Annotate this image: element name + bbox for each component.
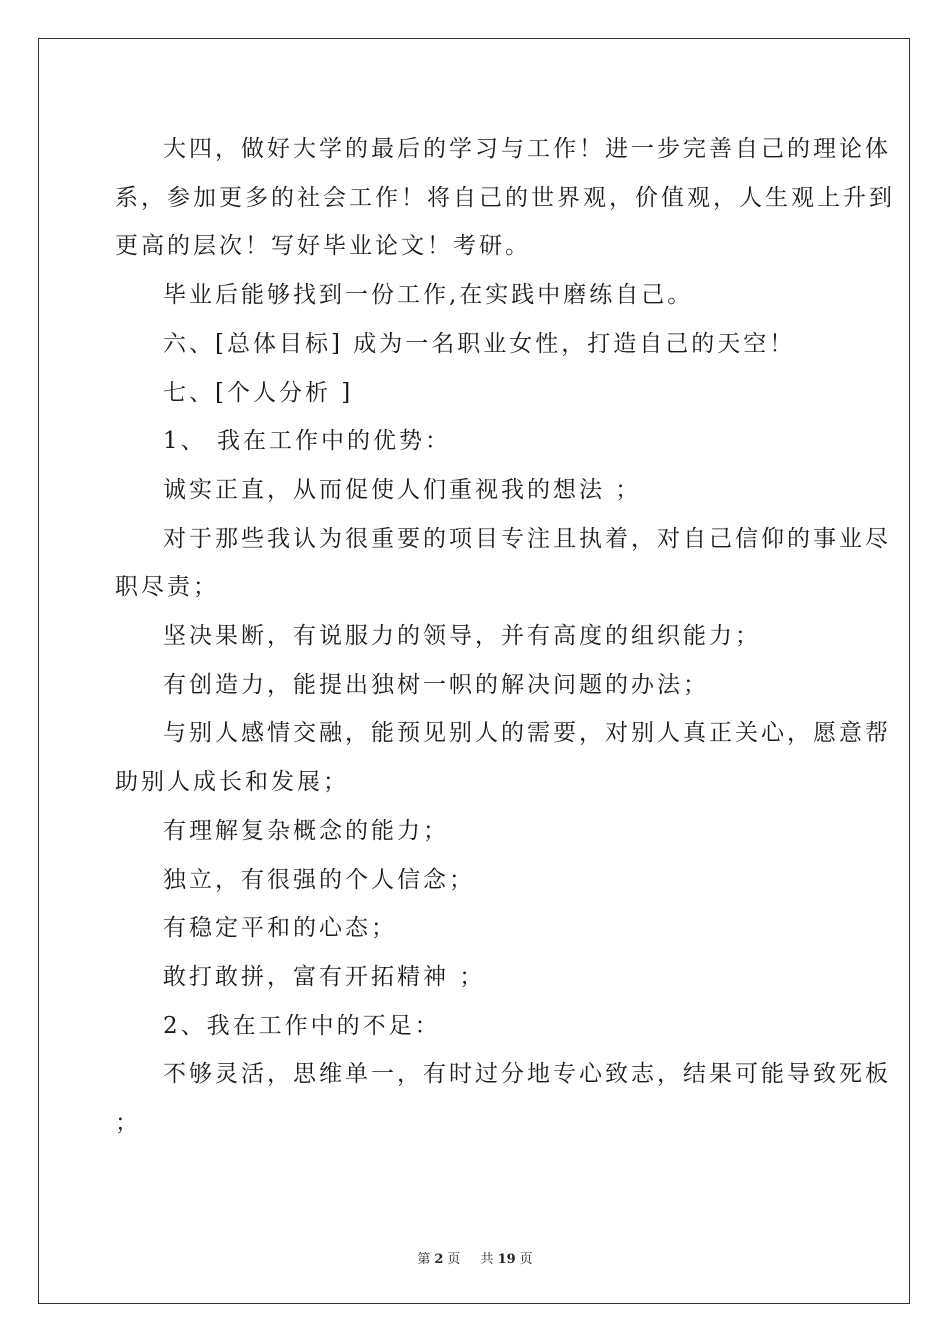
paragraph-line: 坚决果断，有说服力的领导，并有高度的组织能力； <box>163 623 761 650</box>
paragraph-line: 有理解复杂概念的能力； <box>163 817 449 844</box>
paragraph-line: 六、[总体目标] 成为一名职业女性，打造自己的天空！ <box>163 330 796 357</box>
page-indicator <box>413 1252 464 1267</box>
paragraph-line: 不够灵活，思维单一，有时过分地专心致志，结果可能导致死板 <box>163 1061 891 1088</box>
paragraph-line: 诚实正直，从而促使人们重视我的想法 ； <box>163 476 642 503</box>
paragraph-line: 更高的层次！写好毕业论文！考研。 <box>115 233 531 260</box>
paragraph-line: 毕业后能够找到一份工作,在实践中磨练自己。 <box>163 282 694 309</box>
total-prefix: 共 <box>480 1252 494 1267</box>
subsection-heading: 1、 我在工作中的优势： <box>163 428 451 455</box>
paragraph-line: 系，参加更多的社会工作！将自己的世界观，价值观，人生观上升到 <box>115 184 895 211</box>
paragraph-line: 有创造力，能提出独树一帜的解决问题的办法； <box>163 671 709 698</box>
paragraph-line: 与别人感情交融，能预见别人的需要，对别人真正关心，愿意帮 <box>163 720 891 747</box>
total-suffix: 页 <box>519 1252 533 1267</box>
page-number: 2 <box>434 1252 444 1267</box>
total-indicator <box>477 1252 537 1267</box>
document-body <box>115 125 895 1148</box>
paragraph-line: 职尽责； <box>115 574 219 601</box>
paragraph-line: 敢打敢拼，富有开拓精神 ； <box>163 963 486 990</box>
page-footer <box>0 1248 950 1267</box>
paragraph-line: 独立，有很强的个人信念； <box>163 866 475 893</box>
paragraph-line: 有稳定平和的心态； <box>163 915 397 942</box>
total-pages: 19 <box>497 1252 516 1267</box>
page-suffix: 页 <box>447 1252 461 1267</box>
section-heading: 七、[个人分析 ] <box>163 379 354 406</box>
paragraph-line: ； <box>115 1110 141 1137</box>
paragraph-line: 大四，做好大学的最后的学习与工作！进一步完善自己的理论体 <box>163 136 891 162</box>
subsection-heading: 2、我在工作中的不足： <box>163 1012 441 1039</box>
page-prefix: 第 <box>417 1252 431 1267</box>
paragraph-line: 助别人成长和发展； <box>115 769 349 796</box>
paragraph-line: 对于那些我认为很重要的项目专注且执着，对自己信仰的事业尽 <box>163 525 891 552</box>
